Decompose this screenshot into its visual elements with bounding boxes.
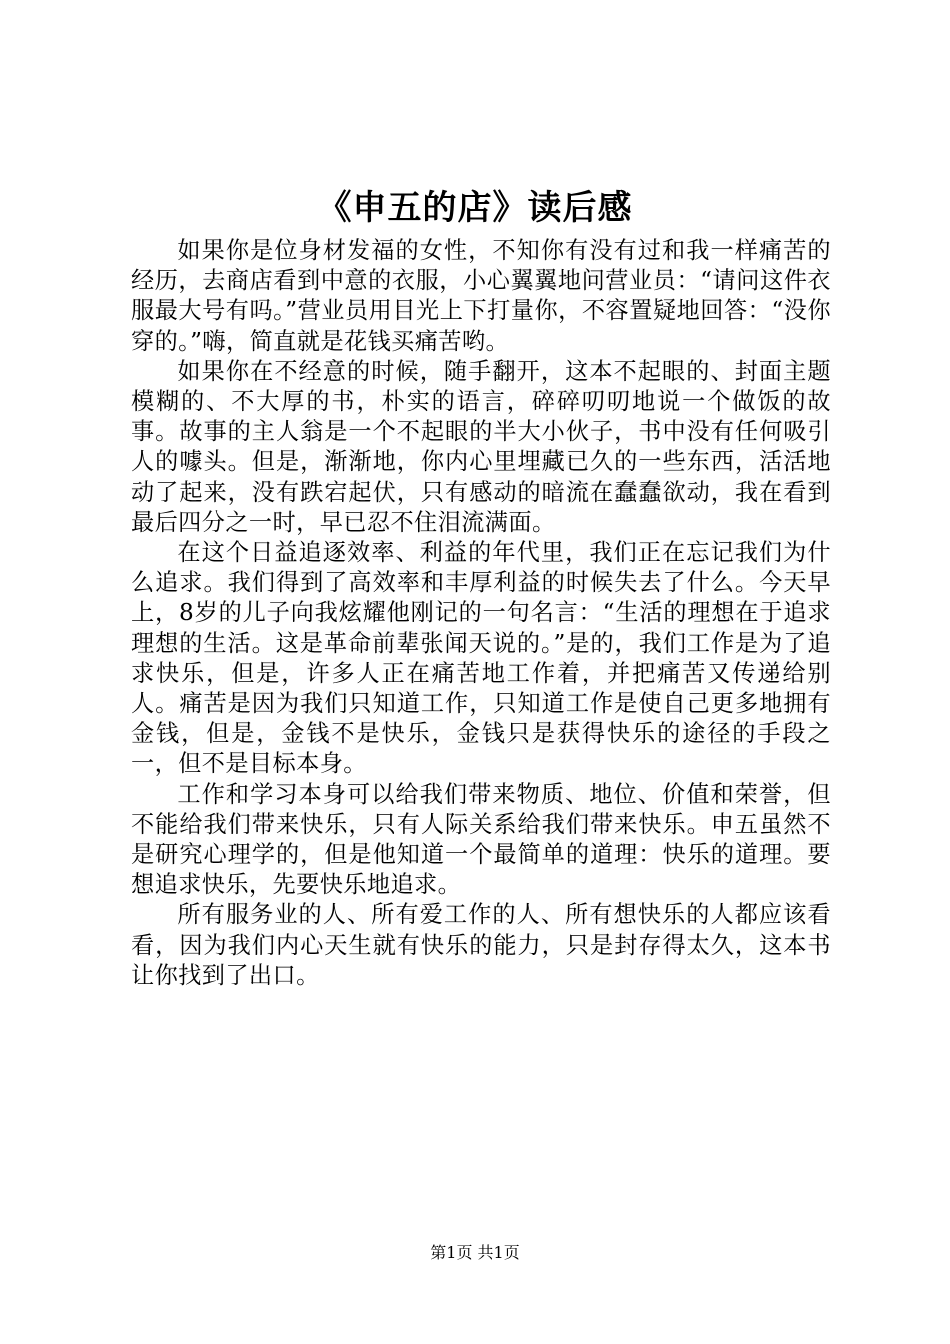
paragraph-1: 如果你是位身材发福的女性，不知你有没有过和我一样痛苦的经历，去商店看到中意的衣服，小心翼翼地问营业员：“请问这件衣服最大号有吗。”营业员用目光上下打量你，不容置疑地回答：“没你穿的。”嗨，简直就是花钱买痛苦哟。 [131, 237, 831, 355]
document-body [131, 236, 831, 991]
page-title: 《申五的店》读后感 [317, 188, 633, 228]
paragraph-3: 在这个日益追逐效率、利益的年代里，我们正在忘记我们为什么追求。我们得到了高效率和丰厚利益的时候失去了什么。今天早上，8岁的儿子向我炫耀他刚记的一句名言：“生活的理想在于追求理想的生活。这是革命前辈张闻天说的。”是的，我们工作是为了追求快乐，但是，许多人正在痛苦地工作着，并把痛苦又传递给别人。痛苦是因为我们只知道工作，只知道工作是使自己更多地拥有金钱，但是，金钱不是快乐，金钱只是获得快乐的途径的手段之一，但不是目标本身。 [131, 539, 831, 778]
paragraph-4: 工作和学习本身可以给我们带来物质、地位、价值和荣誉，但不能给我们带来快乐，只有人际关系给我们带来快乐。申五虽然不是研究心理学的，但是他知道一个最简单的道理：快乐的道理。要想追求快乐，先要快乐地追求。 [131, 780, 831, 899]
paragraph-5: 所有服务业的人、所有爱工作的人、所有想快乐的人都应该看看，因为我们内心天生就有快乐的能力，只是封存得太久，这本书让你找到了出口。 [131, 901, 831, 989]
page-footer: 第1页 共1页 [430, 1243, 520, 1262]
paragraph-2: 如果你在不经意的时候，随手翻开，这本不起眼的、封面主题模糊的、不大厚的书，朴实的语言，碎碎叨叨地说一个做饭的故事。故事的主人翁是一个不起眼的半大小伙子，书中没有任何吸引人的噱头。但是，渐渐地，你内心里埋藏已久的一些东西，活活地动了起来，没有跌宕起伏，只有感动的暗流在蠢蠢欲动，我在看到最后四分之一时，早已忍不住泪流满面。 [131, 357, 831, 536]
